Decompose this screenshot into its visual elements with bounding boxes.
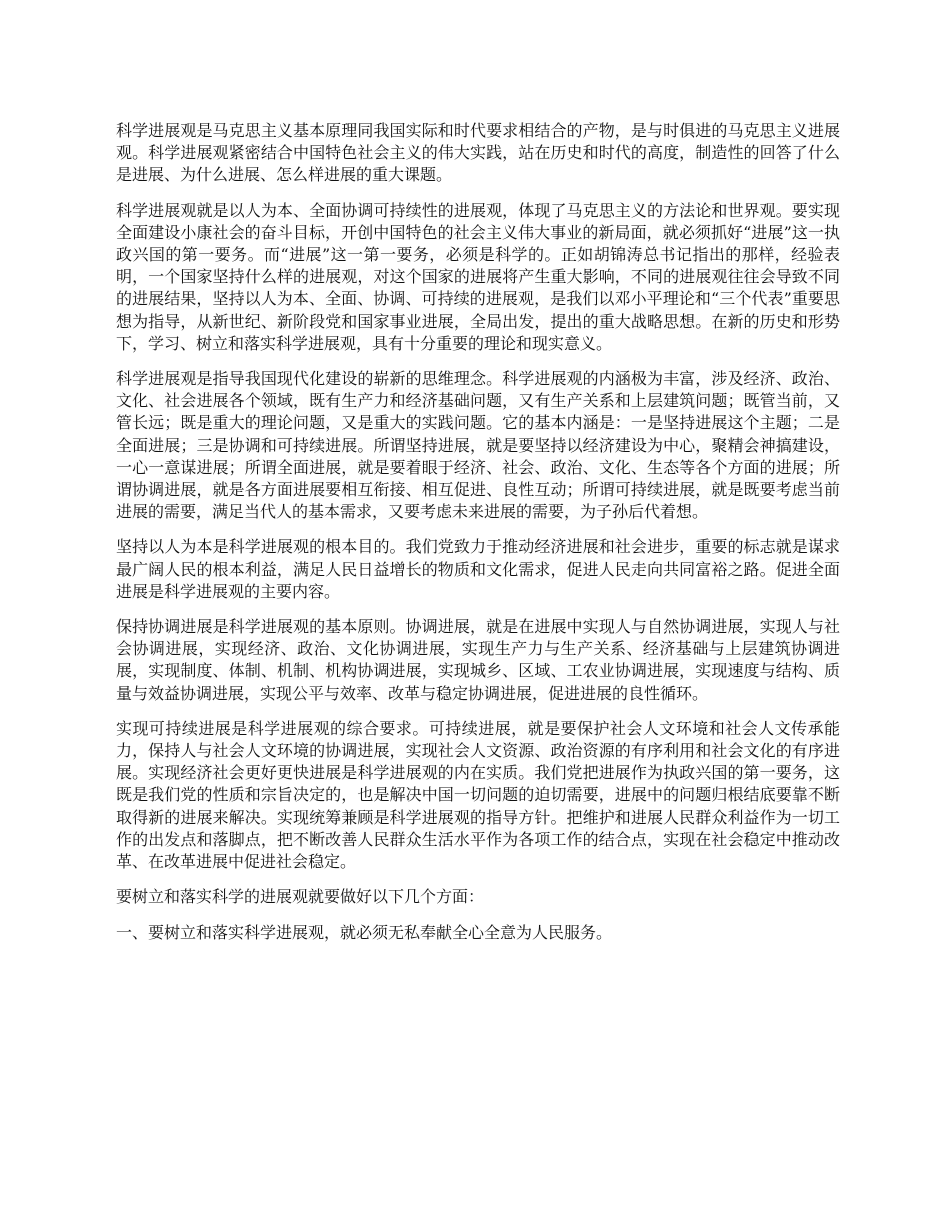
paragraph-3: 科学进展观是指导我国现代化建设的崭新的思维理念。科学进展观的内涵极为丰富，涉及经济、政治、文化、社会进展各个领域，既有生产力和经济基础问题，又有生产关系和上层建筑问题；既管当前，又管长远；既是重大的理论问题，又是重大的实践问题。它的基本内涵是：一是坚持进展这个主题；二是全面进展；三是协调和可持续进展。所谓坚持进展，就是要坚持以经济建设为中心，聚精会神搞建设，一心一意谋进展；所谓全面进展，就是要着眼于经济、社会、政治、文化、生态等各个方面的进展；所谓协调进展，就是各方面进展要相互衔接、相互促进、良性互动；所谓可持续进展，就是既要考虑当前进展的需要，满足当代人的基本需求，又要考虑未来进展的需要，为子孙后代着想。: [116, 369, 840, 522]
paragraph-5: 保持协调进展是科学进展观的基本原则。协调进展，就是在进展中实现人与自然协调进展，实现人与社会协调进展，实现经济、政治、文化协调进展，实现生产力与生产关系、经济基础与上层建筑协调进展，实现制度、体制、机制、机构协调进展，实现城乡、区域、工农业协调进展，实现速度与结构、质量与效益协调进展，实现公平与效率、改革与稳定协调进展，促进进展的良性循环。: [116, 617, 840, 703]
paragraph-6: 实现可持续进展是科学进展观的综合要求。可持续进展，就是要保护社会人文环境和社会人文传承能力，保持人与社会人文环境的协调进展，实现社会人文资源、政治资源的有序利用和社会文化的有序进展。实现经济社会更好更快进展是科学进展观的内在实质。我们党把进展作为执政兴国的第一要务，这既是我们党的性质和宗旨决定的，也是解决中国一切问题的迫切需要，进展中的问题归根结底要靠不断取得新的进展来解决。实现统筹兼顾是科学进展观的指导方针。把维护和进展人民群众利益作为一切工作的出发点和落脚点，把不断改善人民群众生活水平作为各项工作的结合点，实现在社会稳定中推动改革、在改革进展中促进社会稳定。: [116, 718, 840, 872]
paragraph-8: 一、要树立和落实科学进展观，就必须无私奉献全心全意为人民服务。: [116, 922, 613, 942]
paragraph-1: 科学进展观是马克思主义基本原理同我国实际和时代要求相结合的产物，是与时俱进的马克思主义进展观。科学进展观紧密结合中国特色社会主义的伟大实践，站在历史和时代的高度，制造性的回答了什么是进展、为什么进展、怎么样进展的重大课题。: [116, 121, 840, 185]
paragraph-4: 坚持以人为本是科学进展观的根本目的。我们党致力于推动经济进展和社会进步，重要的标志就是谋求最广阔人民的根本利益，满足人民日益增长的物质和文化需求，促进人民走向共同富裕之路。促进全面进展是科学进展观的主要内容。: [116, 537, 840, 601]
document-body: [116, 120, 840, 957]
paragraph-7: 要树立和落实科学的进展观就要做好以下几个方面：: [116, 887, 485, 907]
paragraph-2: 科学进展观就是以人为本、全面协调可持续性的进展观，体现了马克思主义的方法论和世界观。要实现全面建设小康社会的奋斗目标，开创中国特色的社会主义伟大事业的新局面，就必须抓好“进展”这一执政兴国的第一要务。而“进展”这一第一要务，必须是科学的。正如胡锦涛总书记指出的那样，经验表明，一个国家坚持什么样的进展观，对这个国家的进展将产生重大影响，不同的进展观往往会导致不同的进展结果，坚持以人为本、全面、协调、可持续的进展观，是我们以邓小平理论和“三个代表”重要思想为指导，从新世纪、新阶段党和国家事业进展，全局出发，提出的重大战略思想。在新的历史和形势下，学习、树立和落实科学进展观，具有十分重要的理论和现实意义。: [116, 200, 840, 353]
